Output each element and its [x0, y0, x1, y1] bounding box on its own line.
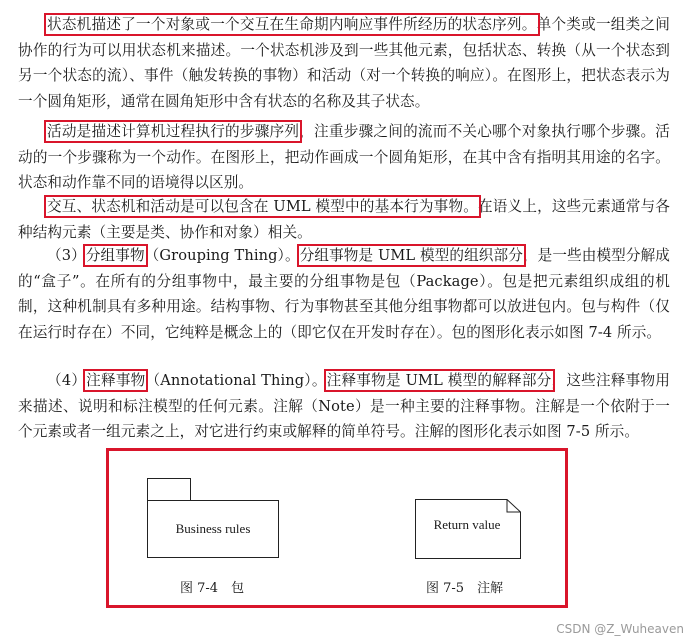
paragraph-annotational-thing: [18, 368, 670, 445]
highlight-annotational-definition: 注释事物是 UML 模型的解释部分: [326, 372, 552, 389]
highlight-annotational-thing: 注释事物: [86, 372, 146, 389]
paragraph-activity: [18, 119, 670, 196]
highlight-state-machine-definition: 状态机描述了一个对象或一个交互在生命期内响应事件所经历的状态序列。: [47, 16, 537, 33]
package-tab: [147, 478, 191, 500]
paragraph-text: ，是一些由模型分解成的“盒子”。在所有的分组事物中，最主要的分组事物是包（Package）。包是把元素组织成组的机制，这种机制具有多种用途。结构事物、行为事物甚至其他分组事物都可以放进包内。包与构件（仅在运行时存在）不同，它纯粹是概念上的（即它仅在开发时存在）。包的图形化表示如图 7-4 所示。: [18, 247, 671, 341]
paragraph-state-machine: [18, 12, 670, 114]
highlight-activity-definition: 活动是描述计算机过程执行的步骤序列: [47, 123, 300, 140]
paragraph-text: ，这些注释事物用来描述、说明和标注模型的任何元素。注解（Note）是一种主要的注释事物。注解是一个依附于一个元素或者一组元素之上，对它进行约束或解释的简单符号。注解的图形化表示如图 7-5 所示。: [18, 372, 670, 441]
figure-caption-7-4: 图 7-4 包: [180, 581, 245, 596]
item-number: （3）: [47, 247, 86, 264]
highlight-grouping-thing: 分组事物: [85, 247, 145, 264]
item-number: （4）: [47, 372, 87, 389]
paragraph-behavior-things: [18, 194, 670, 245]
paragraph-grouping-thing: [18, 243, 670, 345]
paragraph-text: ，注重步骤之间的流而不关心哪个对象执行哪个步骤。活动的一个步骤称为一个动作。在图形上，把动作画成一个圆角矩形，在其中含有指明其用途的名字。状态和动作靠不同的语境得以区别。: [18, 123, 670, 192]
paragraph-text: 单个类或一组类之间协作的行为可以用状态机来描述。一个状态机涉及到一些其他元素，包括状态、转换（从一个状态到另一个状态的流）、事件（触发转换的事物）和活动（对一个转换的响应）。在图形上，把状态表示为一个圆角矩形，通常在圆角矩形中含有状态的名称及其子状态。: [18, 16, 670, 110]
paragraph-text: （Grouping Thing）。: [144, 247, 300, 264]
paragraph-text: （Annotational Thing）。: [145, 372, 327, 389]
paragraph-text: 在语义上，这些元素通常与各种结构元素（主要是类、协作和对象）相关。: [18, 198, 670, 241]
note-label: Return value: [433, 517, 501, 532]
package-symbol: [147, 500, 279, 558]
highlight-grouping-definition: 分组事物是 UML 模型的组织部分: [299, 247, 523, 264]
package-label: Business rules: [175, 521, 251, 536]
watermark: CSDN @Z_Wuheaven: [556, 622, 684, 636]
figure-caption-7-5: 图 7-5 注解: [426, 581, 504, 596]
highlight-behavior-things: 交互、状态机和活动是可以包含在 UML 模型中的基本行为事物。: [47, 198, 478, 215]
